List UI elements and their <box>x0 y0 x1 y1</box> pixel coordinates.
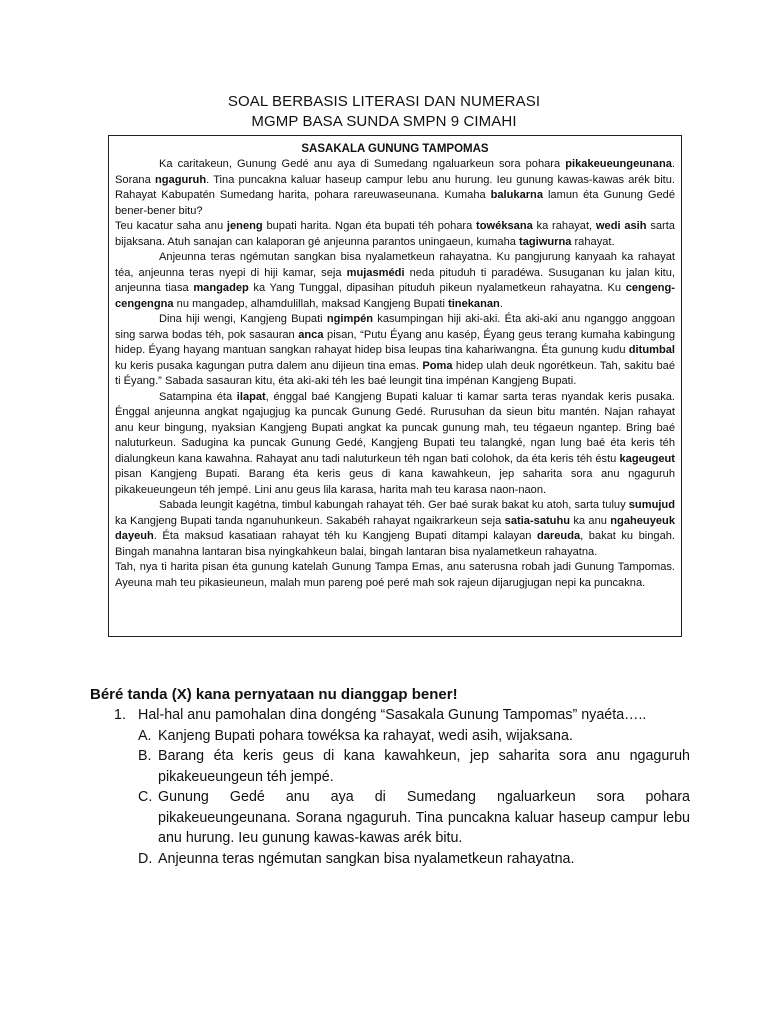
passage-paragraph <box>115 312 675 390</box>
answer-option-d[interactable] <box>138 849 690 870</box>
text-run: lamun éta Gunung Gedé bener-bener bitu? <box>115 189 675 217</box>
answer-options <box>138 726 690 870</box>
question-list <box>90 705 690 869</box>
bold-term: ngimpén <box>326 313 374 325</box>
passage-paragraph <box>115 157 675 219</box>
option-letter: D. <box>138 850 153 867</box>
header-title-line1: SOAL BERBASIS LITERASI DAN NUMERASI <box>227 93 541 110</box>
bold-term: sumujud <box>628 499 675 511</box>
option-letter: B. <box>138 748 152 764</box>
text-run: Anjeunna teras ngémutan sangkan bisa nyalametkeun rahayatna. Ku pangjurung kanyaah ka rahayat téa, anjeunna teras nyepi di hiji kamar, seja <box>115 251 675 279</box>
text-run: ka rahayat, <box>532 220 596 232</box>
answer-option-c[interactable] <box>138 787 690 849</box>
answer-option-b[interactable] <box>138 746 690 787</box>
bold-term: tagiwurna <box>519 235 572 248</box>
text-run: Dina hiji wengi, Kangjeng Bupati <box>159 313 327 325</box>
text-run: bupati harita. Ngan éta bupati téh pohara <box>262 220 477 232</box>
bold-term: ngaheuyeuk dayeuh <box>115 514 675 542</box>
passage-paragraph <box>115 498 675 560</box>
text-run: , énggal baé Kangjeng Bupati kaluar ti kamar sarta teras nyandak keris pusaka. Énggal anjeunna angkat ngajugjug ka puncak Gunung Gedé. Rurusuhan da sieun bitu mantén. Najan rahayat anu keur bingung, nyaksian Kangjeng Bupati angkat ka puncak gunung mah, teu tégaeun ngantep. Bring baé naluturkeun. Sadugina ka puncak Gunung Gedé, Kangjeng Bupati teu talangké, ngan lung baé éta keris téh dialungkeun kana kawahna. Rahayat anu tadi naluturkeun téh ngan bati colohok, da éta keris téh éstu <box>115 390 675 465</box>
passage-paragraph <box>115 560 675 591</box>
passage-paragraph <box>115 219 675 250</box>
bold-term: tinekanan <box>448 297 500 310</box>
text-run: ka anu <box>570 514 611 527</box>
text-run: . <box>499 297 503 310</box>
bold-term: towéksana <box>476 220 533 232</box>
bold-term: balukarna <box>490 189 544 201</box>
reading-passage-box <box>108 135 682 637</box>
text-run: ka Yang Tunggal, dipasihan pituduh pikeun nyalametkeun rahayatna. Ku <box>248 282 626 294</box>
text-run: Satampina éta <box>159 390 237 403</box>
text-run: nu mangadep, alhamdulillah, maksad Kangjeng Bupati <box>173 297 449 310</box>
bold-term: pikakeueungeunana <box>565 158 672 170</box>
passage-body <box>115 157 675 591</box>
bold-term: ilapat <box>236 390 266 403</box>
document-header <box>0 92 768 132</box>
bold-term: satia-satuhu <box>504 514 571 527</box>
option-text: Gunung Gedé anu aya di Sumedang ngaluarkeun sora pohara pikakeueungeunana. Sorana ngaguruh. Tina puncakna kaluar haseup campur lebu anu hurung. Ieu gunung kawas-kawas arék bitu. <box>158 789 690 846</box>
question-text: Hal-hal anu pamohalan dina dongéng “Sasakala Gunung Tampomas” nyaéta….. <box>138 707 647 723</box>
text-run: sarta bijaksana. Atuh sanajan can kalaporan gé anjeunna parantos uningaeun, kumaha <box>115 220 675 248</box>
option-letter: A. <box>138 727 152 744</box>
bold-term: mangadep <box>193 282 249 294</box>
text-run: Teu kacatur saha anu <box>115 220 227 232</box>
text-run: rahayat. <box>571 235 615 248</box>
text-run: . Sorana <box>115 158 675 186</box>
passage-title: SASAKALA GUNUNG TAMPOMAS <box>301 143 489 155</box>
text-run: pisan Kangjeng Bupati. Barang éta keris geus di kana kawahkeun, jep saharita sora anu ngaguruh pikakeueungeun téh jempé. Lini anu geus lila karasa, harita mah teu karasa naon-naon. <box>115 468 675 496</box>
bold-term: anca <box>298 328 324 341</box>
header-title-line2: MGMP BASA SUNDA SMPN 9 CIMAHI <box>251 113 517 130</box>
passage-paragraph <box>115 250 675 312</box>
text-run: neda pituduh ti paradéwa. Susuganan ku jalan kitu, anjeunna tiasa <box>115 266 675 294</box>
text-run: pisan, “Putu Éyang anu kasép, Éyang geus terang kumaha kabingung hidep. Éyang hayang mantuan sangkan rahayat hidep bisa leupas tina kahariwangna. Éta gunung kudu <box>115 328 675 356</box>
text-run: . Tina puncakna kaluar haseup campur lebu anu hurung. Ieu gunung kawas-kawas arék bitu. Rahayat Kabupatén Sumedang harita, pohara rareuwaseunana. Kumaha <box>115 173 675 201</box>
text-run: ku keris pusaka kagungan putra dalem anu dijieun tina emas. <box>115 359 423 372</box>
bold-term: ditumbal <box>628 344 675 356</box>
question-item <box>90 705 690 726</box>
text-run: hidep ulah deuk ngorétkeun. Tah, sakitu baé ti Éyang.” Sabada sasauran kitu, éta aki-aki téh les baé leungit tina impénan Kangjeng Bupati. <box>115 359 675 387</box>
bold-term: kageugeut <box>619 452 675 465</box>
question-instruction: Béré tanda (X) kana pernyataan nu dianggap bener! <box>90 686 458 703</box>
option-text: Kanjeng Bupati pohara towéksa ka rahayat, wedi asih, wijaksana. <box>158 727 573 744</box>
text-run: Tah, nya ti harita pisan éta gunung katelah Gunung Tampa Emas, anu saterusna robah jadi Gunung Tampomas. Ayeuna mah teu pikasieuneun, malah mun pareng poé peré mah sok rajeun dijarugjugan nepi ka puncakna. <box>115 561 675 589</box>
bold-term: mujasmédi <box>346 266 405 279</box>
text-run: Ka caritakeun, Gunung Gedé anu aya di Sumedang ngaluarkeun sora pohara <box>159 158 566 170</box>
question-section <box>90 684 690 869</box>
text-run: ka Kangjeng Bupati tanda nganuhunkeun. Sakabéh rahayat ngaikrarkeun seja <box>115 514 505 527</box>
option-letter: C. <box>138 789 153 805</box>
question-number: 1. <box>114 707 126 723</box>
bold-term: jeneng <box>226 220 263 232</box>
option-text: Barang éta keris geus di kana kawahkeun, jep saharita sora anu ngaguruh pikakeueungeun téh jempé. <box>158 748 690 785</box>
passage-paragraph <box>115 390 675 499</box>
text-run: kasumpingan hiji aki-aki. Éta aki-aki anu nganggo anggoan sing sarwa bodas téh, pok sasauran <box>115 313 675 341</box>
answer-option-a[interactable] <box>138 726 690 747</box>
bold-term: dareuda <box>536 530 581 542</box>
bold-term: cengeng-cengengna <box>115 282 675 310</box>
text-run: Sabada leungit kagétna, timbul kabungah rahayat téh. Ger baé surak bakat ku atoh, sarta tuluy <box>159 499 629 511</box>
bold-term: wedi asih <box>595 220 647 232</box>
bold-term: Poma <box>422 359 453 372</box>
bold-term: ngaguruh <box>154 173 207 186</box>
option-text: Anjeunna teras ngémutan sangkan bisa nyalametkeun rahayatna. <box>158 850 575 867</box>
text-run: . Éta maksud kasatiaan rahayat téh ku Kangjeng Bupati ditampi kalayan <box>153 530 537 542</box>
text-run: , bakat ku bingah. Bingah manahna lantaran bisa nyingkahkeun balai, bingah lantaran bisa nyalametkeun rahayatna. <box>115 530 675 558</box>
